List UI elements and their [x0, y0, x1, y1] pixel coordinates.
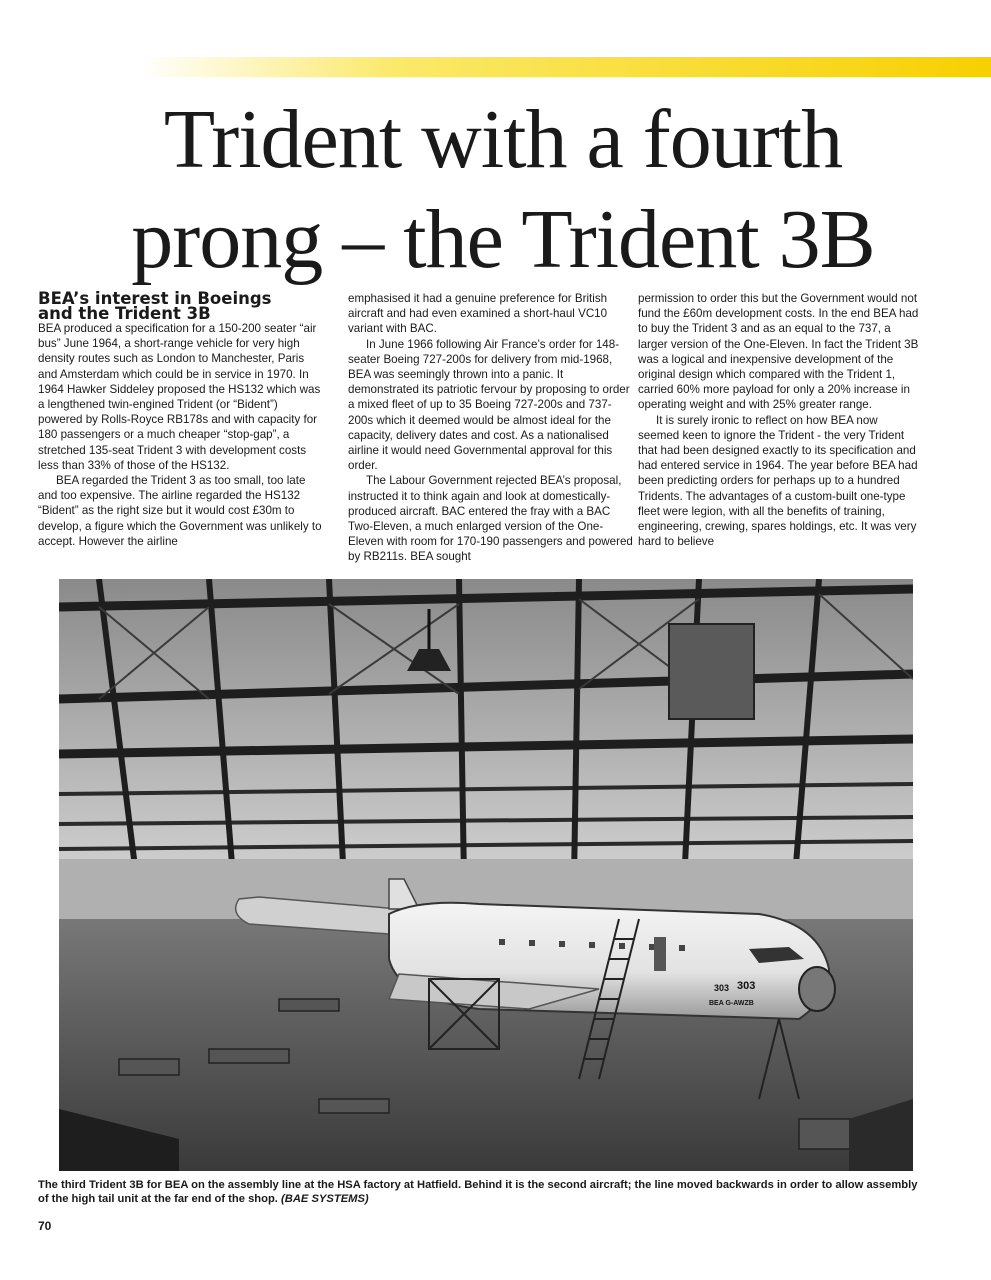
paragraph: BEA produced a specification for a 150-200 seater “air bus” June 1964, a short-range vehicle for very high density routes such as London to Manchester, Paris and Amsterdam which could be in service in 1970. In 1964 Hawker Siddeley proposed the HS132 which was a lengthened twin-engined Trident (or “Bident”) powered by Rolls-Royce RB178s and with capacity for 180 passengers or a much cheaper “stop-gap”, a stretched 135-seat Trident 3 with development costs less than 33% of those of the HS132.: [38, 322, 321, 472]
paragraph: BEA regarded the Trident 3 as too small, too late and too expensive. The airline regarded the HS132 “Bident” as the right size but it would cost £30m to develop, a figure which the Government was unlikely to accept. However the airline: [38, 474, 322, 548]
body-column-1: [38, 291, 323, 549]
photo-caption: [38, 1178, 918, 1206]
factory-photo-illustration: [59, 579, 913, 1171]
headline-line-1: Trident with a fourth: [163, 93, 843, 186]
headline-line-2: prong – the Trident 3B: [131, 193, 875, 286]
section-heading: BEA’s interest in Boeings and the Trident 3B: [38, 289, 272, 323]
paragraph: In June 1966 following Air France’s order for 148-seater Boeing 727-200s for delivery from mid-1968, BEA was seemingly thrown into a panic. It demonstrated its patriotic fervour by proposing to order a mixed fleet of up to 35 Boeing 727-200s and 737-200s which it deemed would be almost ideal for the capacity, delivery dates and cost. As a nationalised airline it would need Governmental approval for this order.: [348, 337, 630, 473]
nose-marking-text: 303: [714, 983, 730, 993]
paragraph: emphasised it had a genuine preference for British aircraft and had even examined a short-haul VC10 variant with BAC.: [348, 292, 608, 336]
body-column-3: [638, 291, 920, 549]
article-headline: [38, 90, 968, 290]
caption-text: The third Trident 3B for BEA on the assembly line at the HSA factory at Hatfield. Behind it is the second aircraft; the line moved backwards in order to allow assembly of the high tail unit at the far end of the shop.: [38, 1179, 918, 1205]
paragraph: It is surely ironic to reflect on how BEA now seemed keen to ignore the Trident - the very Trident that had been designed exactly to its specification and had entered service in 1964. The year before BEA had been predicting orders for perhaps up to a hundred Tridents. The advantages of a custom-built one-type fleet were legion, with all the benefits of training, engineering, crewing, spares holdings, etc. It was very hard to believe: [638, 413, 918, 549]
paragraph: permission to order this but the Government would not fund the £60m development costs. In the end BEA had to buy the Trident 3 and as an equal to the 737, a larger version of the One-Eleven. In fact the Trident 3B was a logical and inexpensive development of the original design which compared with the Trident 1, carried 60% more payload for only a 20% increase in operating weight and with 25% greater range.: [638, 292, 919, 412]
header-color-band: [140, 57, 991, 77]
page-number: 70: [38, 1219, 52, 1233]
body-column-2: [348, 291, 633, 565]
photo-credit: (BAE SYSTEMS): [281, 1193, 369, 1205]
nose-marking-text: 303: [737, 980, 756, 992]
assembly-line-photo: [59, 579, 913, 1171]
paragraph: The Labour Government rejected BEA’s proposal, instructed it to think again and look at domestically-produced aircraft. BAC entered the fray with a BAC Two-Eleven, a much enlarged version of the One-Eleven with room for 170-190 passengers and powered by RB211s. BEA sought: [348, 474, 633, 564]
nose-marking-text: BEA G-AWZB: [709, 1000, 754, 1007]
